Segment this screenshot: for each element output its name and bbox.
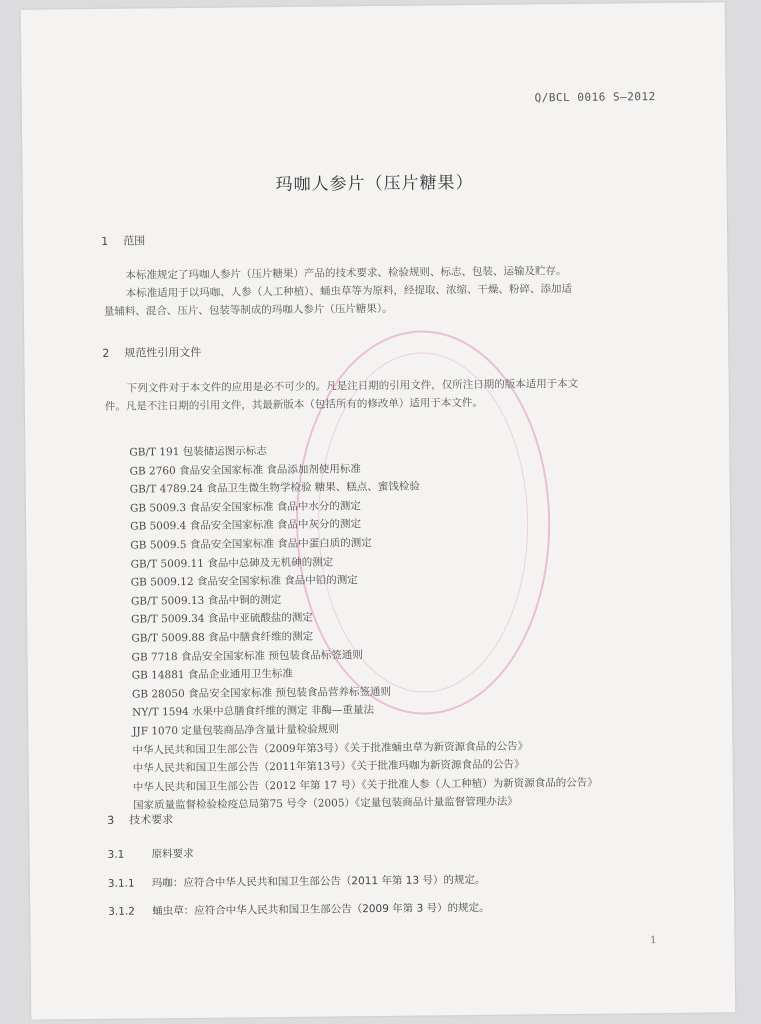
normative-references-list bbox=[129, 439, 598, 816]
document-title: 玛咖人参片（压片糖果） bbox=[275, 172, 474, 196]
section-1-number: 1 bbox=[101, 234, 109, 248]
standard-code: Q/BCL 0016 S—2012 bbox=[534, 90, 656, 105]
reference-item: GB/T 5009.34 食品中亚硫酸盐的测定 bbox=[131, 612, 313, 626]
reference-item: GB 5009.12 食品安全国家标准 食品中铅的测定 bbox=[130, 574, 358, 589]
section-2-paragraph-1a: 下列文件对于本文件的应用是必不可少的。凡是注日期的引用文件，仅所注日期的版本适用于本文 bbox=[126, 377, 579, 395]
section-3-heading bbox=[107, 811, 173, 828]
reference-item: GB/T 5009.11 食品中总砷及无机砷的测定 bbox=[130, 556, 334, 571]
reference-item: JJF 1070 定量包装商品净含量计量检验规则 bbox=[132, 723, 339, 738]
section-1-heading bbox=[101, 232, 145, 248]
subsection-3-1-number: 3.1 bbox=[107, 848, 125, 861]
reference-item: 中华人民共和国卫生部公告（2012 年第 17 号）《关于批准人参（人工种植）为新资源食品的公告》 bbox=[132, 776, 598, 794]
section-2-paragraph-1b: 件。凡是不注日期的引用文件，其最新版本（包括所有的修改单）适用于本文件。 bbox=[104, 396, 483, 413]
section-1-paragraph-2b: 量辅料、混合、压片、包装等制成的玛咖人参片（压片糖果）。 bbox=[103, 302, 393, 318]
reference-item: GB 2760 食品安全国家标准 食品添加剂使用标准 bbox=[129, 462, 361, 478]
reference-item: 国家质量监督检验检疫总局第75 号令（2005）《定量包装商品计量监督管理办法》 bbox=[133, 795, 518, 812]
subsection-3-1 bbox=[108, 846, 194, 862]
reference-item: GB 7718 食品安全国家标准 预包装食品标签通则 bbox=[131, 648, 363, 664]
reference-item: GB 5009.3 食品安全国家标准 食品中水分的测定 bbox=[129, 499, 361, 515]
subsection-3-1-1-number: 3.1.1 bbox=[107, 877, 135, 890]
reference-item: GB/T 191 包装储运图示标志 bbox=[129, 445, 267, 459]
reference-item: 中华人民共和国卫生部公告（2009年第3号）《关于批准蛹虫草为新资源食品的公告》 bbox=[132, 739, 529, 757]
reference-item: GB 14881 食品企业通用卫生标准 bbox=[131, 668, 293, 682]
subsection-3-1-1 bbox=[108, 872, 486, 891]
reference-item: GB 28050 食品安全国家标准 预包装食品营养标签通则 bbox=[131, 685, 391, 701]
section-2-heading bbox=[102, 344, 201, 361]
reference-item: GB 5009.4 食品安全国家标准 食品中灰分的测定 bbox=[130, 518, 362, 533]
subsection-3-1-title: 原料要求 bbox=[151, 847, 194, 861]
subsection-3-1-2-text: 蛹虫草：应符合中华人民共和国卫生部公告（2009 年第 3 号）的规定。 bbox=[152, 901, 490, 918]
reference-item: GB/T 5009.88 食品中膳食纤维的测定 bbox=[131, 630, 314, 645]
reference-item: NY/T 1594 水果中总膳食纤维的测定 非酶—重量法 bbox=[132, 704, 375, 719]
reference-item: GB/T 5009.13 食品中铜的测定 bbox=[130, 593, 282, 608]
section-3-title: 技术要求 bbox=[129, 813, 174, 827]
document-page bbox=[21, 2, 736, 1019]
subsection-3-1-1-text: 玛咖：应符合中华人民共和国卫生部公告（2011 年第 13 号）的规定。 bbox=[151, 873, 486, 890]
section-1-paragraph-1: 本标准规定了玛咖人参片（压片糖果）产品的技术要求、检验规则、标志、包装、运输及贮存。 bbox=[125, 265, 567, 282]
reference-item: GB 5009.5 食品安全国家标准 食品中蛋白质的测定 bbox=[130, 537, 372, 552]
page-number: 1 bbox=[650, 935, 657, 947]
reference-item: 中华人民共和国卫生部公告（2011年第13号）《关于批准玛咖为新资源食品的公告》 bbox=[132, 758, 525, 775]
subsection-3-1-2 bbox=[108, 900, 490, 919]
section-2-title: 规范性引用文件 bbox=[124, 345, 202, 360]
section-1-title: 范围 bbox=[123, 234, 146, 248]
section-3-number: 3 bbox=[107, 813, 115, 827]
reference-item: GB/T 4789.24 食品卫生微生物学检验 糖果、糕点、蜜饯检验 bbox=[129, 480, 420, 496]
section-1-paragraph-2a: 本标准适用于以玛咖、人参（人工种植）、蛹虫草等为原料，经提取、浓缩、干燥、粉碎、添加适 bbox=[125, 282, 572, 300]
section-2-number: 2 bbox=[102, 346, 110, 360]
subsection-3-1-2-number: 3.1.2 bbox=[108, 905, 135, 918]
